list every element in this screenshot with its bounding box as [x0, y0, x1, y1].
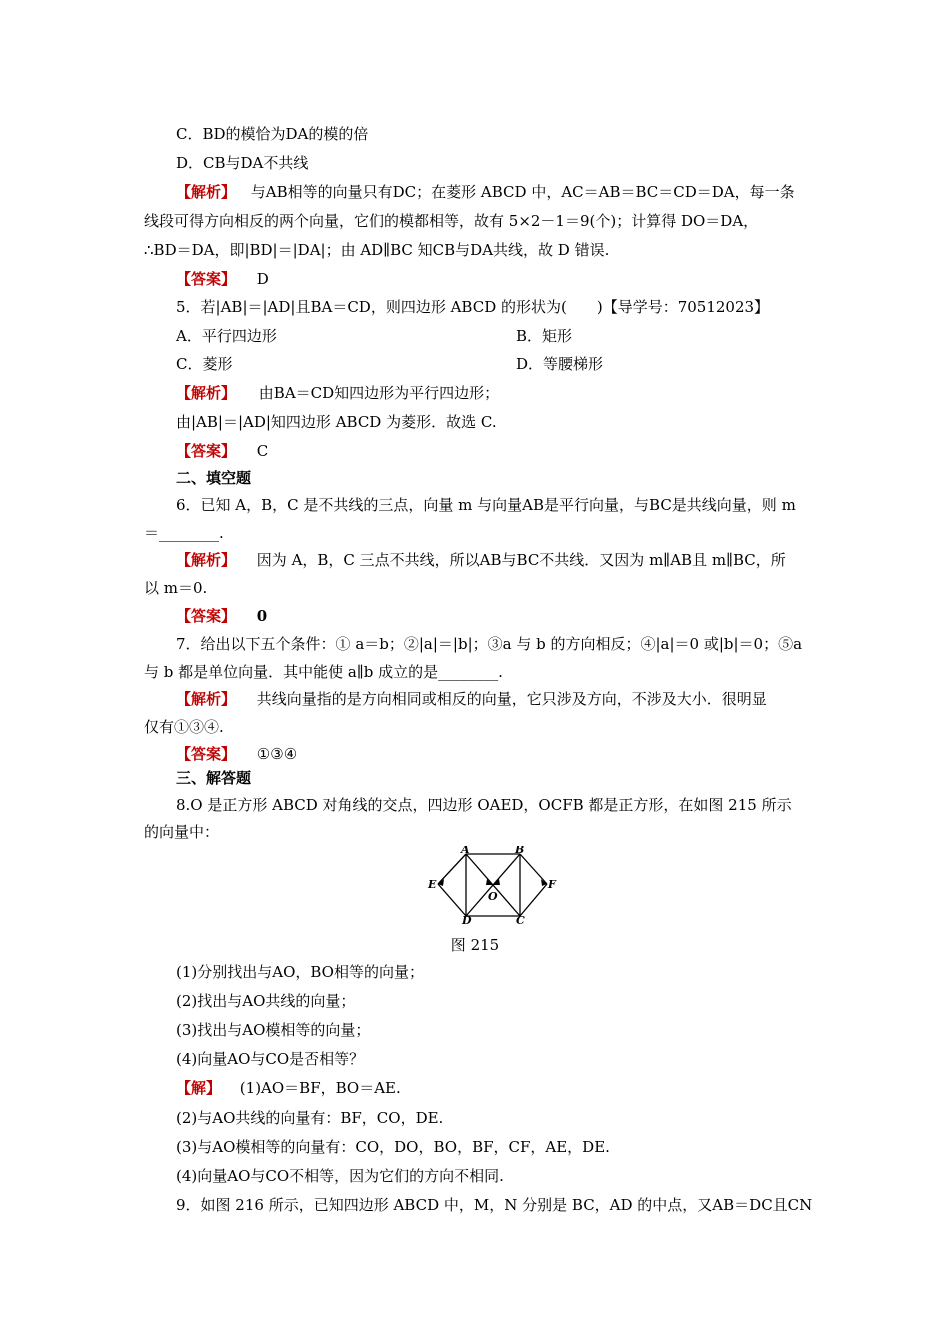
label-F: F — [548, 878, 556, 891]
q5-option-d: D．等腰梯形 — [516, 355, 604, 373]
q5-jiexi-line1 — [176, 383, 499, 403]
q8-solution-1 — [176, 1078, 401, 1098]
q5-jiexi-text1: 由BA＝CD知四边形为平行四边形； — [258, 384, 500, 402]
answer-tag: 【答案】 — [176, 442, 237, 460]
label-B: B — [515, 846, 525, 856]
jiexi-tag: 【解析】 — [176, 551, 237, 569]
q5-answer-value: C — [256, 442, 269, 460]
q4-jiexi-text1: 与AB相等的向量只有DC；在菱形 ABCD 中，AC＝AB＝BC＝CD＝DA，每一条 — [250, 183, 795, 201]
section-solve-title: 三、解答题 — [176, 769, 252, 787]
edge-FC — [520, 884, 547, 916]
arrowhead-O-left — [486, 879, 493, 885]
edge-BF — [520, 854, 547, 884]
q8-sub3: (3)找出与AO模相等的向量； — [176, 1021, 371, 1039]
q7-jiexi-line1 — [176, 689, 767, 709]
q7-answer — [176, 744, 297, 764]
q8-sub2: (2)找出与AO共线的向量； — [176, 992, 356, 1010]
answer-tag: 【答案】 — [176, 607, 237, 625]
q6-stem-line1: 6．已知 A，B，C 是不共线的三点，向量 m 与向量AB是平行向量，与BC是共线向量，则 m — [176, 496, 796, 514]
q5-option-a: A．平行四边形 — [176, 327, 277, 345]
q7-jiexi-line2: 仅有①③④. — [144, 718, 224, 736]
q6-jiexi-line1 — [176, 550, 786, 570]
q8-sub4: (4)向量AO与CO是否相等？ — [176, 1050, 365, 1068]
q4-jiexi-line1 — [176, 182, 795, 202]
q5-stem: 5．若|AB|＝|AD|且BA＝CD，则四边形 ABCD 的形状为( )【导学号：70512023】 — [176, 298, 770, 316]
q4-jiexi-line2: 线段可得方向相反的两个向量，它们的模都相等，故有 5×2－1＝9(个)；计算得 DO＝DA， — [144, 212, 759, 230]
label-E: E — [428, 878, 437, 891]
q8-ans4: (4)向量AO与CO不相等，因为它们的方向不相同. — [176, 1167, 504, 1185]
q6-answer — [176, 606, 267, 626]
arrowhead-O-right — [493, 879, 500, 885]
jiexi-tag: 【解析】 — [176, 183, 237, 201]
q5-options-row1 — [176, 326, 876, 346]
label-A: A — [461, 846, 470, 856]
q8-ans3: (3)与AO模相等的向量有：CO，DO，BO，BF，CF，AE，DE. — [176, 1138, 610, 1156]
q5-options-row2 — [176, 354, 876, 374]
q7-stem-line1: 7．给出以下五个条件：① a＝b；②|a|＝|b|；③a 与 b 的方向相反；④|a|＝0 或|b|＝0；⑤a — [176, 635, 803, 653]
jie-tag: 【解】 — [176, 1079, 222, 1097]
q6-stem-line2: ＝________. — [144, 524, 224, 542]
q7-jiexi-text1: 共线向量指的是方向相同或相反的向量，它只涉及方向，不涉及大小．很明显 — [256, 690, 767, 708]
q5-answer — [176, 441, 268, 461]
answer-tag: 【答案】 — [176, 745, 237, 763]
q8-stem-line1: 8.O 是正方形 ABCD 对角线的交点，四边形 OAED，OCFB 都是正方形，在如图 215 所示 — [176, 796, 792, 814]
q8-stem-line2: 的向量中： — [144, 823, 220, 841]
figure-215-squares — [420, 846, 560, 924]
q4-answer — [176, 269, 269, 289]
label-O: O — [488, 890, 498, 903]
q7-stem-line2: 与 b 都是单位向量．其中能使 a∥b 成立的是________. — [144, 663, 503, 681]
q9-stem-line1: 9．如图 216 所示，已知四边形 ABCD 中，M，N 分别是 BC，AD 的中点，又AB＝DC且CN — [176, 1196, 813, 1214]
q6-answer-value: 0 — [256, 607, 268, 625]
q8-ans1: (1)AO＝BF，BO＝AE. — [239, 1079, 401, 1097]
q8-sub1: (1)分别找出与AO，BO相等的向量； — [176, 963, 424, 981]
q4-option-c: C．BD的模恰为DA的模的倍 — [176, 125, 369, 143]
edge-ED — [438, 884, 466, 916]
q4-jiexi-line3: ∴BD＝DA，即|BD|＝|DA|；由 AD∥BC 知CB与DA共线，故 D 错误. — [144, 241, 610, 259]
figure-caption: 图 215 — [450, 936, 500, 954]
section-fill-in-title: 二、填空题 — [176, 469, 252, 487]
label-D: D — [462, 914, 472, 924]
q6-jiexi-text1: 因为 A，B，C 三点不共线，所以AB与BC不共线．又因为 m∥AB且 m∥BC，所 — [256, 551, 786, 569]
q4-option-d: D．CB与DA不共线 — [176, 154, 309, 172]
edge-AE — [438, 854, 466, 884]
label-C: C — [516, 914, 525, 924]
answer-tag: 【答案】 — [176, 270, 237, 288]
q5-option-c: C．菱形 — [176, 355, 233, 373]
jiexi-tag: 【解析】 — [176, 384, 237, 402]
q5-jiexi-line2: 由|AB|＝|AD|知四边形 ABCD 为菱形．故选 C. — [176, 413, 497, 431]
q8-ans2: (2)与AO共线的向量有：BF，CO，DE. — [176, 1109, 444, 1127]
q5-option-b: B．矩形 — [516, 327, 573, 345]
q7-answer-value: ①③④ — [256, 745, 298, 763]
jiexi-tag: 【解析】 — [176, 690, 237, 708]
q4-answer-value: D — [256, 270, 269, 288]
q6-jiexi-line2: 以 m＝0. — [144, 579, 208, 597]
